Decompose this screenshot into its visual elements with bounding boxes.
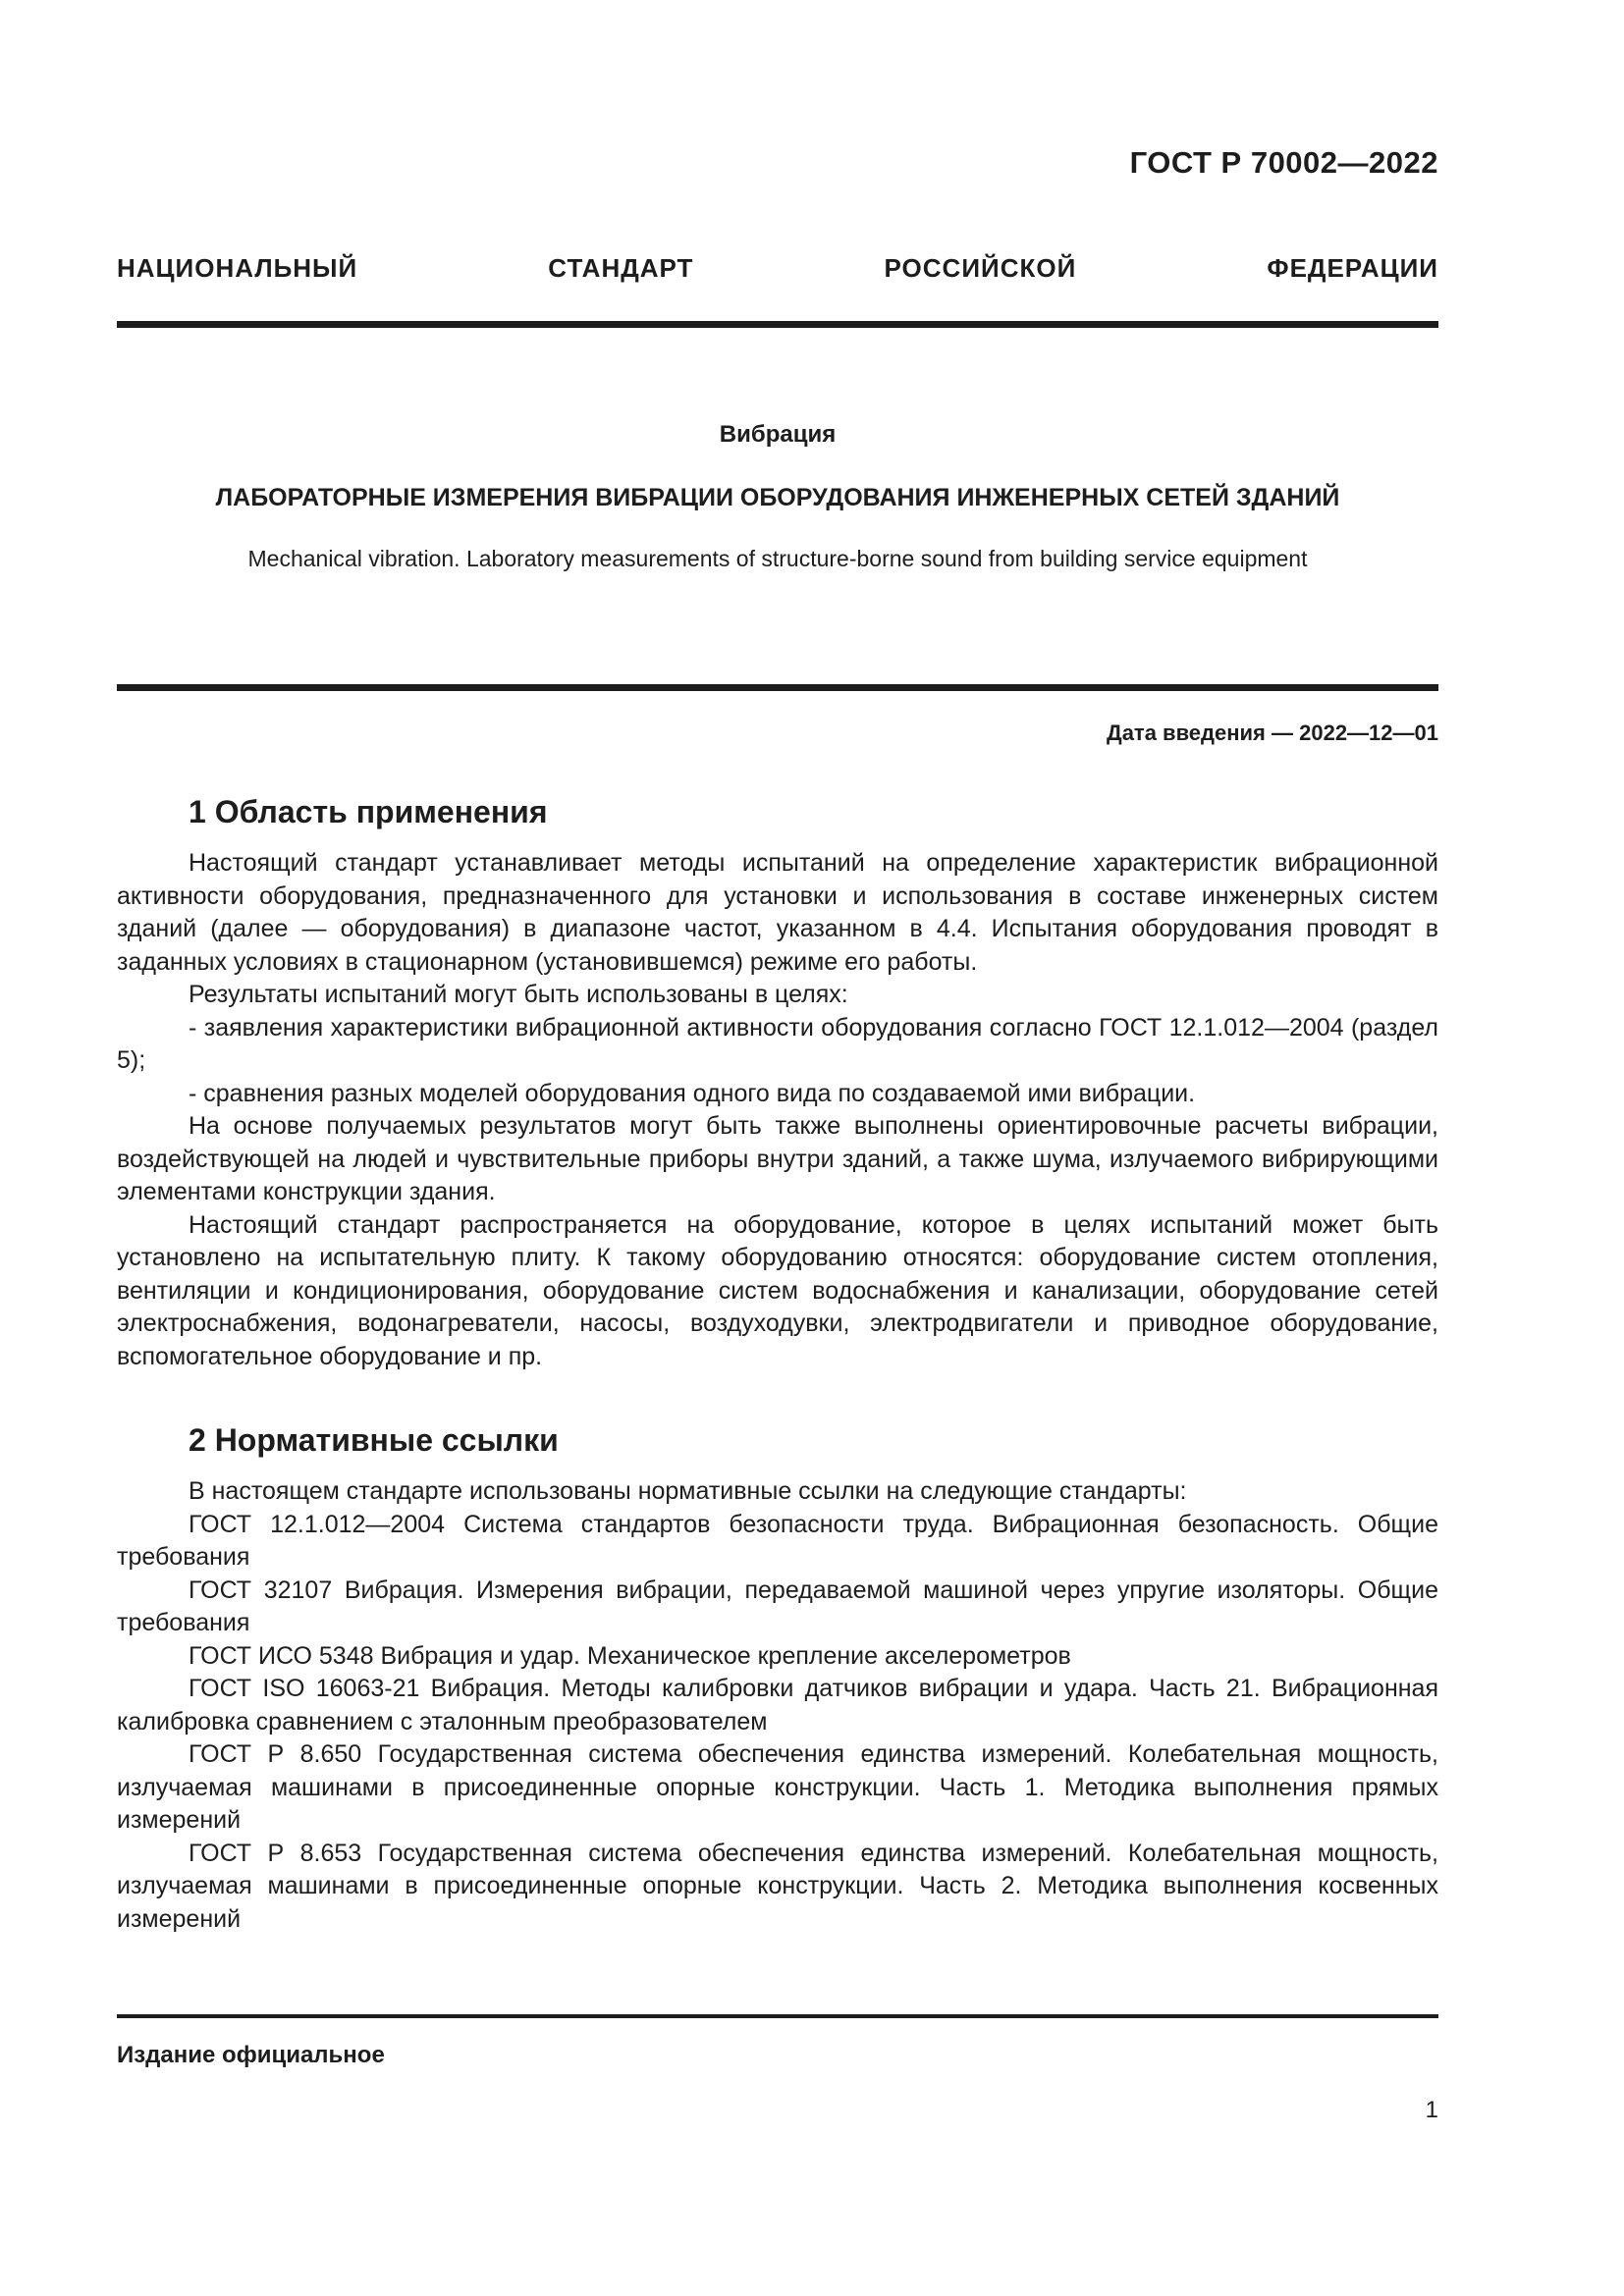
document-title-en: Mechanical vibration. Laboratory measurements of structure-borne sound from building service equipment (247, 546, 1308, 571)
gost-code: ГОСТ Р 70002—2022 (1129, 145, 1438, 180)
effective-date: Дата введения — 2022—12—01 (1107, 721, 1438, 745)
paragraph: Настоящий стандарт распространяется на оборудование, которое в целях испытаний может быть установлено на испытательную плиту. К такому оборудованию относятся: оборудование систем отопления, вентиляции и кондиционирования, оборудование систем водоснабжения и канализации, оборудование сетей электроснабжения, водонагреватели, насосы, воздуходувки, электродвигатели и приводное оборудование, вспомогательное оборудование и пр. (117, 1210, 1438, 1370)
reference-item: ГОСТ Р 8.650 Государственная система обеспечения единства измерений. Колебательная мощность, излучаемая машинами в присоединенные опорные конструкции. Часть 1. Методика выполнения прямых измерений (117, 1740, 1438, 1834)
document-subject: Вибрация (719, 421, 837, 448)
reference-item: ГОСТ 32107 Вибрация. Измерения вибрации, передаваемой машиной через упругие изоляторы. Общие требования (117, 1575, 1438, 1636)
paragraph: - сравнения разных моделей оборудования одного вида по создаваемой ими вибрации. (189, 1079, 1196, 1107)
page-number: 1 (1425, 2097, 1438, 2123)
title-divider (117, 684, 1438, 691)
section-heading: 1 Область применения (189, 794, 548, 829)
paragraph: На основе получаемых результатов могут быть также выполнены ориентировочные расчеты вибрации, воздействующей на людей и чувствительные приборы внутри зданий, а также шума, излучаемого вибрирующими элементами конструкции здания. (117, 1112, 1438, 1205)
edition-label: Издание официальное (117, 2042, 385, 2068)
reference-item: ГОСТ Р 8.653 Государственная система обеспечения единства измерений. Колебательная мощность, излучаемая машинами в присоединенные опорные конструкции. Часть 2. Методика выполнения косвенных измерений (117, 1839, 1438, 1933)
paragraph: Результаты испытаний могут быть использованы в целях: (189, 981, 848, 1008)
reference-item: ГОСТ ИСО 5348 Вибрация и удар. Механическое крепление акселерометров (189, 1641, 1071, 1670)
national-standard-banner: НАЦИОНАЛЬНЫЙ СТАНДАРТ РОССИЙСКОЙ ФЕДЕРАЦИИ (117, 253, 1438, 283)
footer-divider (117, 2014, 1438, 2018)
document-title-ru: ЛАБОРАТОРНЫЕ ИЗМЕРЕНИЯ ВИБРАЦИИ ОБОРУДОВАНИЯ ИНЖЕНЕРНЫХ СЕТЕЙ ЗДАНИЙ (215, 484, 1340, 511)
paragraph: Настоящий стандарт устанавливает методы испытаний на определение характеристик вибрационной активности оборудования, предназначенного для установки и использования в составе инженерных систем зданий (далее — оборудования) в диапазоне частот, указанном в 4.4. Испытания оборудования проводят в заданных условиях в стационарном (установившемся) режиме его работы. (117, 849, 1438, 976)
header-divider (117, 321, 1438, 328)
section-normative-references (117, 1420, 1438, 1936)
section-heading: 2 Нормативные ссылки (189, 1422, 559, 1458)
paragraph: - заявления характеристики вибрационной активности оборудования согласно ГОСТ 12.1.012—2004 (раздел 5); (117, 1013, 1438, 1074)
reference-item: ГОСТ 12.1.012—2004 Система стандартов безопасности труда. Вибрационная безопасность. Общие требования (117, 1510, 1438, 1571)
paragraph: В настоящем стандарте использованы нормативные ссылки на следующие стандарты: (189, 1477, 1187, 1505)
reference-item: ГОСТ ISO 16063-21 Вибрация. Методы калибровки датчиков вибрации и удара. Часть 21. Вибрационная калибровка сравнением с эталонным преобразователем (117, 1675, 1438, 1735)
section-scope (117, 792, 1438, 1373)
